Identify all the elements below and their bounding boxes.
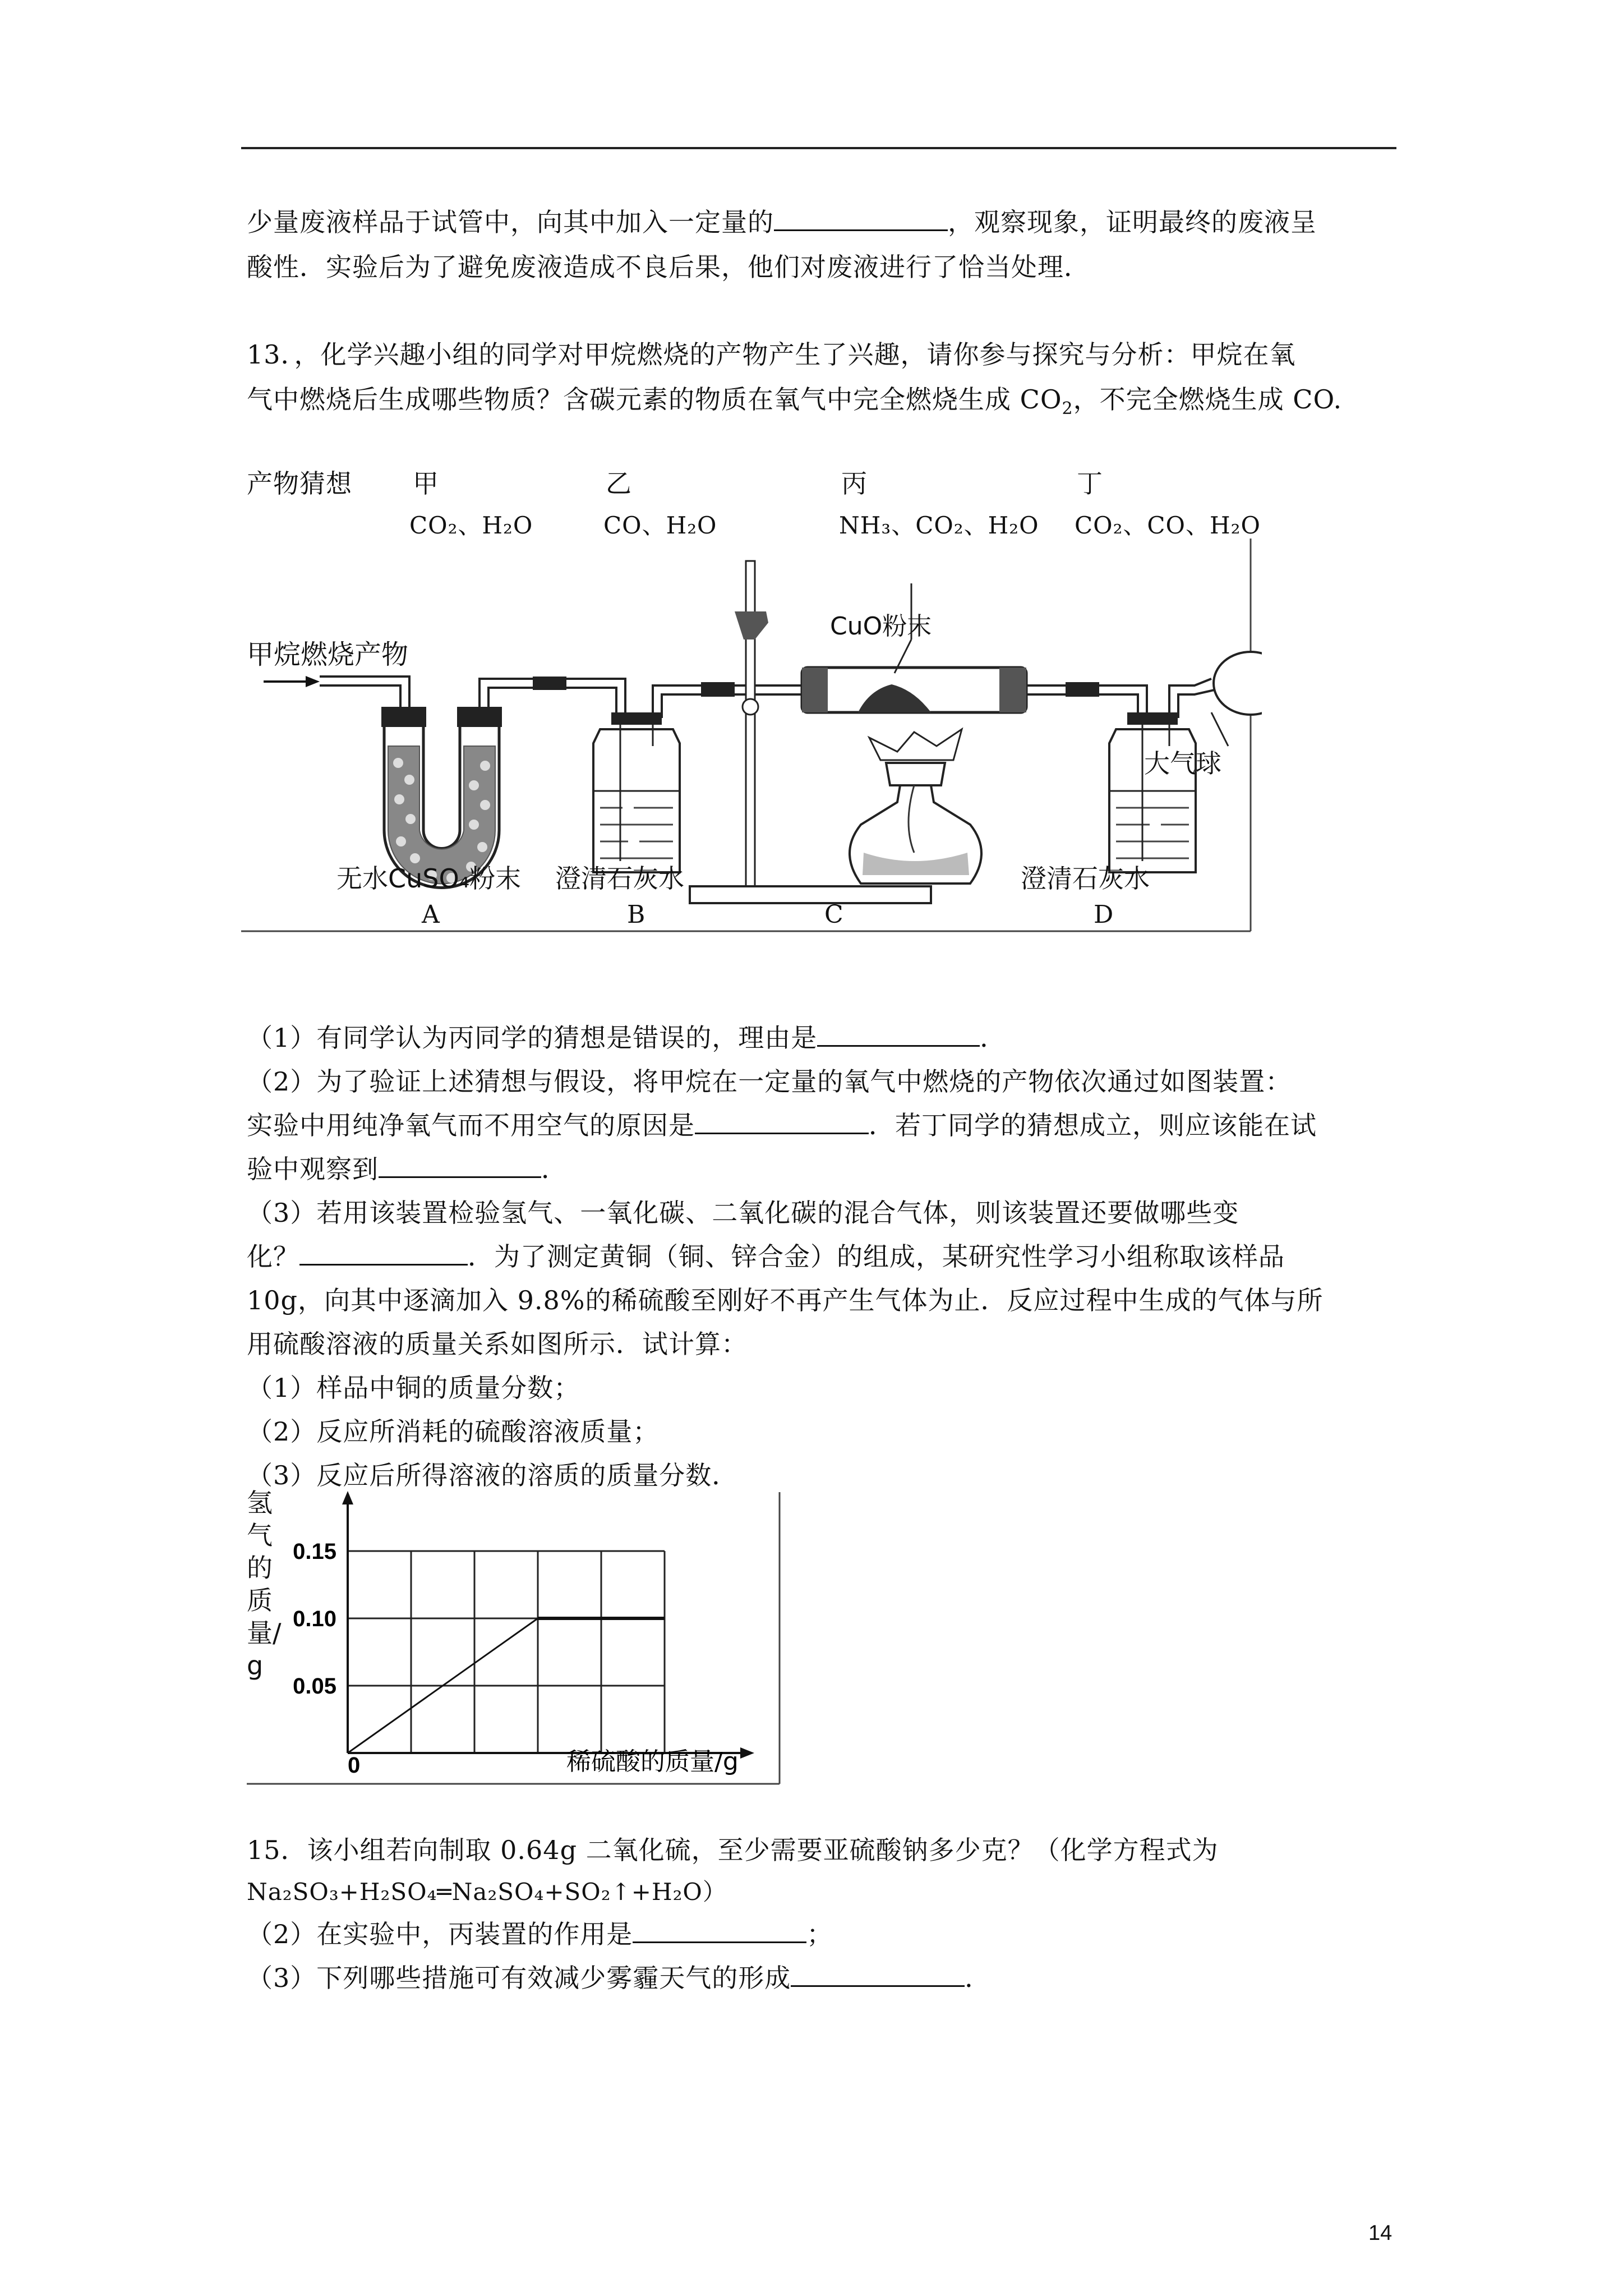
guess-name-ding: 丁 (1077, 468, 1103, 499)
chart-origin-label: 0 (348, 1753, 361, 1778)
answer-blank[interactable] (774, 206, 948, 231)
calc-item-1: （1）样品中铜的质量分数； (247, 1373, 580, 1403)
guess-formula-jia: CO₂、H₂O (409, 512, 533, 539)
q13-sub3-line3: 10g，向其中逐滴加入 9.8%的稀硫酸至刚好不再产生气体为止．反应过程中生成的气体与所 (247, 1285, 1324, 1315)
guess-name-yi: 乙 (606, 468, 632, 499)
answer-blank[interactable] (379, 1153, 541, 1178)
q15-sub3: （3）下列哪些措施可有效减少雾霾天气的形成 ． (247, 1963, 992, 1993)
q13-sub1: （1）有同学认为丙同学的猜想是错误的，理由是 ． (247, 1023, 1007, 1053)
hydrogen-chart (247, 1487, 785, 1789)
y-tick-label: 0.05 (293, 1674, 336, 1699)
guess-formula-ding: CO₂、CO、H₂O (1075, 512, 1261, 539)
q13-sub2-line1: （2）为了验证上述猜想与假设，将甲烷在一定量的氧气中燃烧的产物依次通过如图装置： (247, 1066, 1292, 1097)
q13-sub2-line3: 验中观察到 ． (247, 1154, 568, 1184)
y-tick-label: 0.10 (293, 1607, 336, 1631)
q15-line-1: 15．该小组若向制取 0.64g 二氧化硫，至少需要亚硫酸钠多少克？（化学方程式为 (247, 1835, 1219, 1865)
apparatus-diagram (241, 539, 1262, 942)
guess-name-jia: 甲 (413, 468, 439, 499)
x-axis-arrow (740, 1747, 754, 1759)
inlet-arrow (264, 676, 320, 687)
chart-y-label: 氢气的质量/g (247, 1488, 282, 1681)
inlet-label: 甲烷燃烧产物 (247, 639, 409, 670)
guess-formula-yi: CO、H₂O (603, 512, 717, 539)
q12-line-1: 少量废液样品于试管中，向其中加入一定量的 ，观察现象，证明最终的废液呈 (247, 207, 1317, 237)
chart-x-label: 稀硫酸的质量/g (566, 1747, 739, 1776)
q13-sub3-line2: 化？ ．为了测定黄铜（铜、锌合金）的组成，某研究性学习小组称取该样品 (247, 1241, 1285, 1272)
answer-blank[interactable] (791, 1962, 965, 1987)
gas-bottle-b (593, 712, 680, 872)
combustion-tube (802, 583, 1026, 712)
page-number: 14 (1368, 2221, 1393, 2245)
letter-c: C (824, 900, 843, 929)
balloon (1214, 652, 1262, 715)
cuo-label: CuO粉末 (830, 612, 932, 641)
answer-blank[interactable] (817, 1022, 980, 1047)
label-b: 澄清石灰水 (555, 863, 684, 894)
q13-line-1: 13．，化学兴趣小组的同学对甲烷燃烧的产物产生了兴趣，请你参与探究与分析：甲烷在氧 (247, 339, 1296, 370)
label-a: 无水CuSO₄粉末 (336, 863, 522, 894)
chart-svg (247, 1487, 785, 1789)
gas-bottle-d (1109, 712, 1196, 872)
guess-name-bing: 丙 (841, 468, 868, 499)
alcohol-lamp (850, 729, 981, 884)
guess-formula-bing: NH₃、CO₂、H₂O (839, 512, 1039, 539)
guess-label: 产物猜想 (247, 468, 352, 499)
answer-blank[interactable] (695, 1109, 869, 1134)
header-rule (241, 147, 1396, 149)
letter-a: A (422, 900, 440, 929)
q15-sub2: （2）在实验中，丙装置的作用是 ； (247, 1919, 833, 1949)
y-axis-arrow (342, 1491, 353, 1504)
letter-b: B (627, 900, 645, 929)
label-d: 澄清石灰水 (1021, 863, 1150, 894)
q13-line-2: 气中燃烧后生成哪些物质？含碳元素的物质在氧气中完全燃烧生成 $CO_2$，不完全燃烧生成 CO. (247, 384, 1343, 418)
q13-sub2-line2: 实验中用纯净氧气而不用空气的原因是 ．若丁同学的猜想成立，则应该能在试 (247, 1110, 1317, 1140)
calc-item-3: （3）反应后所得溶液的溶质的质量分数． (247, 1460, 739, 1490)
answer-blank[interactable] (299, 1240, 468, 1266)
q12-line-2: 酸性．实验后为了避免废液造成不良后果，他们对废液进行了恰当处理． (247, 252, 1090, 282)
balloon-label: 大气球 (1144, 748, 1221, 779)
answer-blank[interactable] (633, 1918, 806, 1943)
q15-equation: Na₂SO₃+H₂SO₄═Na₂SO₄+SO₂↑+H₂O） (247, 1878, 727, 1906)
y-tick-label: 0.15 (293, 1539, 336, 1564)
letter-d: D (1094, 900, 1114, 929)
calc-item-2: （2）反应所消耗的硫酸溶液质量； (247, 1416, 660, 1447)
q13-sub3-line4: 用硫酸溶液的质量关系如图所示．试计算： (247, 1329, 748, 1359)
q13-sub3-line1: （3）若用该装置检验氢气、一氧化碳、二氧化碳的混合气体，则该装置还要做哪些变 (247, 1198, 1239, 1228)
